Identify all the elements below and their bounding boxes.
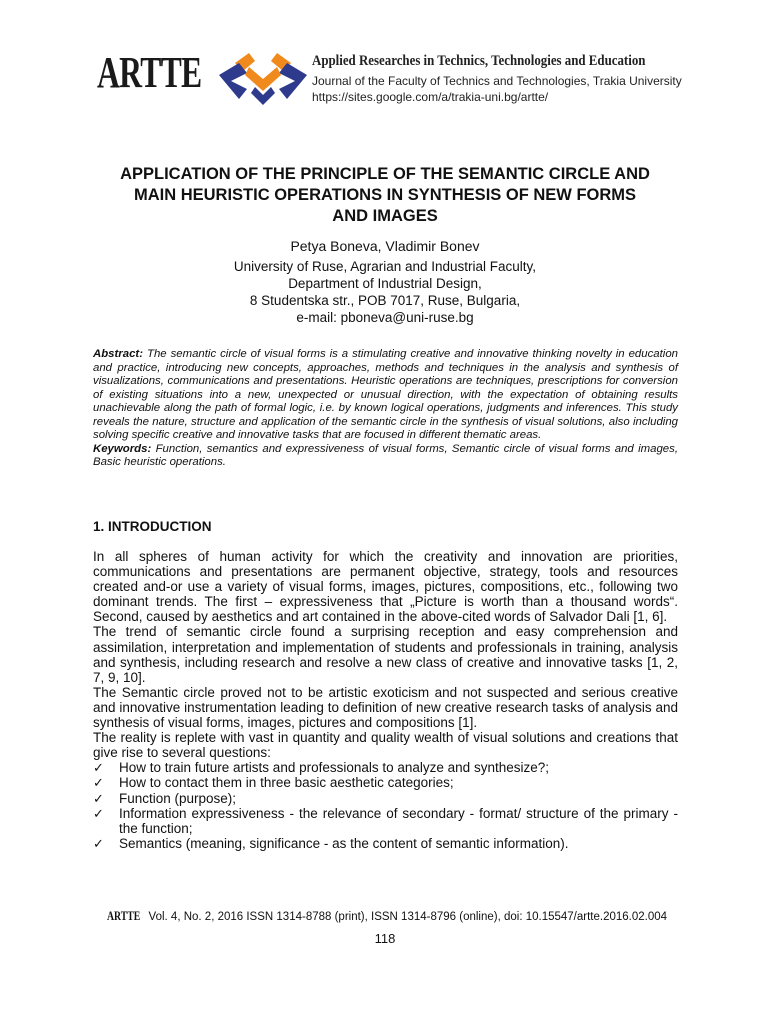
list-item <box>93 806 678 836</box>
section-body <box>93 549 678 851</box>
list-item-text: Information expressiveness - the relevance of secondary - format/ structure of the primary - the function; <box>119 805 678 836</box>
author-affiliation <box>80 258 690 326</box>
artte-logo-icon <box>215 53 311 107</box>
artte-logo-text: ARTTE <box>97 48 202 97</box>
body-paragraph: The trend of semantic circle found a surprising reception and easy comprehension and assimilation, interpretation and implementation of students and professionals in training, analysis and synthesis, including research and resolve a new class of creative and innovative tasks [1, 2, 7, 9, 10]. <box>93 624 678 685</box>
footer-citation: Vol. 4, No. 2, 2016 ISSN 1314-8788 (print), ISSN 1314-8796 (online), doi: 10.15547/artte.2016.02.004 <box>148 911 668 923</box>
list-item-text: Function (purpose); <box>119 790 237 806</box>
list-item <box>93 791 678 806</box>
keywords-text: Function, semantics and expressiveness of visual forms, Semantic circle of visual forms and images, Basic heuristic operations. <box>93 442 678 468</box>
page-footer <box>107 908 667 924</box>
journal-url[interactable]: https://sites.google.com/a/trakia-uni.bg/artte/ <box>312 90 549 104</box>
list-item-text: How to train future artists and professionals to analyze and synthesize?; <box>119 760 549 776</box>
body-paragraph: The Semantic circle proved not to be artistic exoticism and not suspected and serious creative and innovative instrumentation leading to definition of new creative research tasks of analysis and synthesis of visual forms, images, pictures and compositions [1]. <box>93 684 678 731</box>
abstract-text: The semantic circle of visual forms is a stimulating creative and innovative thinking novelty in education and practice, introducing new concepts, approaches, methods and techniques in the analysis and synthesis of visualizations, communications and presentations. Heuristic operations are techniques, prescriptions for conversion of existing situations into a new, unexpected or unusual direction, with the expectation of obtaining results unachievable along the path of formal logic, i.e. by known logical operations, judgments and inferences. This study reveals the nature, structure and application of the semantic circle in the synthesis of visual solutions, also including solving specific creative and innovative tasks that are focused in different thematic areas. <box>93 348 678 441</box>
list-item <box>93 775 678 790</box>
author-email[interactable]: e-mail: pboneva@uni-ruse.bg <box>296 310 474 325</box>
list-item <box>93 760 678 775</box>
body-paragraph: In all spheres of human activity for which the creativity and innovation are priorities, communications and presentations are permanent objective, strategy, tools and resources created and-or use a variety of visual forms, images, pictures, compositions, etc., following two dominant trends. The first – expressiveness that „Picture is worth than a thousand words“. Second, caused by aesthetics and art contained in the above-cited words of Salvador Dali [1, 6]. <box>93 549 678 625</box>
affiliation-line: University of Ruse, Agrarian and Industrial Faculty, <box>233 259 537 274</box>
journal-header <box>97 47 687 107</box>
question-list <box>93 760 678 851</box>
checkmark-icon: ✓ <box>93 835 104 851</box>
abstract-label: Abstract: <box>93 348 144 360</box>
checkmark-icon: ✓ <box>93 760 104 776</box>
paper-title <box>80 164 690 227</box>
checkmark-icon: ✓ <box>93 805 104 821</box>
abstract-paragraph <box>93 348 678 443</box>
affiliation-line: Department of Industrial Design, <box>288 276 482 291</box>
abstract <box>93 348 678 470</box>
title-line: APPLICATION OF THE PRINCIPLE OF THE SEMANTIC CIRCLE AND <box>120 165 650 183</box>
keywords-paragraph <box>93 443 678 470</box>
keywords-label: Keywords: <box>93 442 152 455</box>
title-line: MAIN HEURISTIC OPERATIONS IN SYNTHESIS OF NEW FORMS <box>133 186 637 204</box>
checkmark-icon: ✓ <box>93 775 104 791</box>
section-heading: 1. INTRODUCTION <box>93 519 212 534</box>
body-paragraph: The reality is replete with vast in quantity and quality wealth of visual solutions and creations that give rise to several questions: <box>93 730 678 761</box>
page-number: 118 <box>374 931 396 946</box>
footer-logo-text: ARTTE <box>107 908 141 923</box>
affiliation-line: 8 Studentska str., POB 7017, Ruse, Bulgaria, <box>249 293 521 308</box>
checkmark-icon: ✓ <box>93 790 104 806</box>
journal-info <box>312 53 700 104</box>
list-item-text: Semantics (meaning, significance - as the content of semantic information). <box>119 835 569 851</box>
list-item-text: How to contact them in three basic aesthetic categories; <box>119 775 454 791</box>
title-line: AND IMAGES <box>332 207 438 225</box>
list-item <box>93 836 678 851</box>
journal-title: Applied Researches in Technics, Technologies and Education <box>312 53 646 69</box>
journal-subtitle: Journal of the Faculty of Technics and Technologies, Trakia University <box>312 74 682 88</box>
paper-authors: Petya Boneva, Vladimir Bonev <box>290 238 480 254</box>
